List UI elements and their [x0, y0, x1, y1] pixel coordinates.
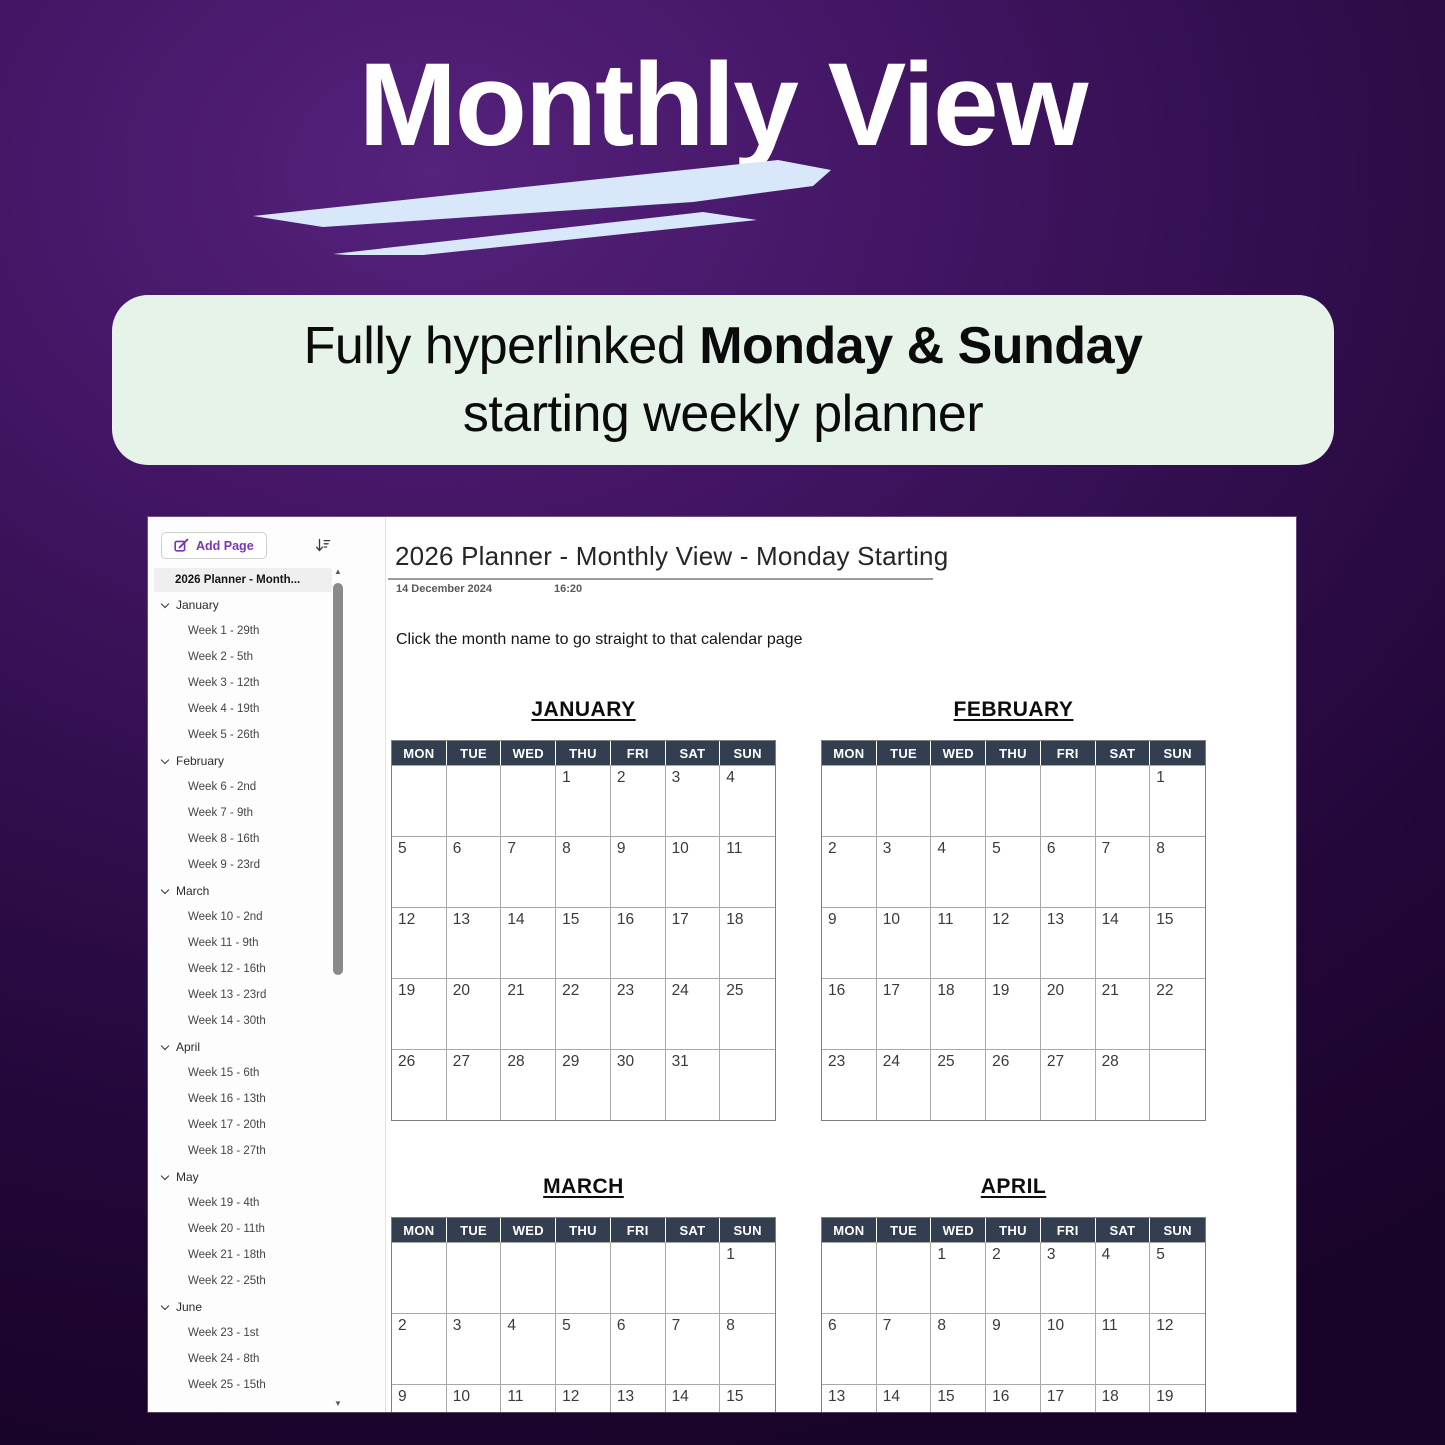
day-cell: 6	[611, 1313, 666, 1384]
page-list	[148, 568, 344, 1398]
day-cell: 7	[501, 836, 556, 907]
day-cell: 18	[931, 978, 986, 1049]
page-list-item[interactable]	[154, 592, 332, 618]
underline-swoosh-decoration	[253, 160, 833, 255]
day-cell: 10	[666, 836, 721, 907]
week-row	[822, 836, 1205, 907]
day-cell: 20	[1041, 978, 1096, 1049]
page-list-item[interactable]	[154, 670, 332, 696]
day-header: THU	[986, 741, 1041, 765]
week-row	[822, 765, 1205, 836]
calendar-table	[821, 1217, 1206, 1412]
page-list-item-label: Week 10 - 2nd	[188, 911, 263, 923]
day-header: WED	[501, 741, 556, 765]
calendar-body	[392, 1242, 775, 1412]
day-cell: 31	[666, 1049, 721, 1120]
day-cell	[822, 1242, 877, 1313]
day-cell: 6	[822, 1313, 877, 1384]
day-header: FRI	[1041, 1218, 1096, 1242]
chevron-down-icon	[161, 755, 169, 763]
day-cell: 26	[392, 1049, 447, 1120]
day-cell: 4	[720, 765, 775, 836]
page-list-item-label: Week 20 - 11th	[188, 1223, 265, 1235]
page-list-item-label: Week 17 - 20th	[188, 1119, 266, 1131]
day-cell: 14	[666, 1384, 721, 1412]
page-list-item[interactable]	[154, 1164, 332, 1190]
day-cell: 2	[822, 836, 877, 907]
page-list-item-label: April	[176, 1040, 201, 1054]
day-header: THU	[556, 741, 611, 765]
page-list-item-label: Week 6 - 2nd	[188, 781, 257, 793]
page-list-item-label: Week 8 - 16th	[188, 833, 260, 845]
day-cell	[501, 765, 556, 836]
day-cell: 12	[986, 907, 1041, 978]
page-list-item-label: Week 15 - 6th	[188, 1067, 260, 1079]
day-header: MON	[392, 1218, 447, 1242]
page-meta	[396, 583, 582, 595]
day-cell: 26	[986, 1049, 1041, 1120]
day-cell	[447, 765, 502, 836]
page-list-item[interactable]	[154, 930, 332, 956]
instruction-text: Click the month name to go straight to that calendar page	[396, 631, 803, 648]
page-list-item[interactable]	[154, 852, 332, 878]
chevron-down-icon	[161, 885, 169, 893]
page-list-item-label: Week 25 - 15th	[188, 1379, 266, 1391]
day-cell: 14	[501, 907, 556, 978]
day-cell: 1	[1150, 765, 1205, 836]
week-row	[392, 978, 775, 1049]
day-cell: 2	[986, 1242, 1041, 1313]
day-cell: 11	[501, 1384, 556, 1412]
day-cell: 1	[720, 1242, 775, 1313]
day-cell	[822, 765, 877, 836]
page-list-item-label: Week 5 - 26th	[188, 729, 260, 741]
day-cell: 8	[720, 1313, 775, 1384]
day-cell: 17	[877, 978, 932, 1049]
page-list-item-label: Week 19 - 4th	[188, 1197, 260, 1209]
page-list-item-label: January	[176, 598, 219, 612]
page-list-item-label: Week 11 - 9th	[188, 937, 259, 949]
day-cell: 12	[556, 1384, 611, 1412]
week-row	[822, 1384, 1205, 1412]
hero-title: Monthly View	[358, 39, 1087, 171]
page-list-item-label: Week 7 - 9th	[188, 807, 253, 819]
page-list-item[interactable]	[154, 904, 332, 930]
sidebar-header	[161, 532, 331, 559]
calendar-body	[392, 765, 775, 1120]
page-list-item[interactable]	[154, 1086, 332, 1112]
day-header: THU	[556, 1218, 611, 1242]
page-list-item[interactable]	[154, 1216, 332, 1242]
page-list-item[interactable]	[154, 1060, 332, 1086]
page-list-item-label: Week 18 - 27th	[188, 1145, 266, 1157]
page-list-item[interactable]	[154, 1190, 332, 1216]
day-cell: 8	[1150, 836, 1205, 907]
page-list-item[interactable]	[154, 568, 332, 592]
tagline-regular-text: Fully hyperlinked	[303, 316, 700, 375]
day-header: MON	[822, 741, 877, 765]
scroll-up-arrow-icon[interactable]: ▲	[334, 567, 342, 576]
tagline-line-2: starting weekly planner	[462, 384, 984, 443]
day-cell: 5	[986, 836, 1041, 907]
day-cell: 13	[611, 1384, 666, 1412]
page-list-item[interactable]	[154, 1112, 332, 1138]
day-cell: 19	[986, 978, 1041, 1049]
day-cell: 14	[1096, 907, 1151, 978]
day-cell: 24	[877, 1049, 932, 1120]
day-cell: 4	[1096, 1242, 1151, 1313]
day-cell: 5	[556, 1313, 611, 1384]
page-list-item[interactable]	[154, 748, 332, 774]
day-cell: 24	[666, 978, 721, 1049]
page-list-item-label: Week 2 - 5th	[188, 651, 253, 663]
day-cell: 3	[1041, 1242, 1096, 1313]
day-header: THU	[986, 1218, 1041, 1242]
day-cell	[1150, 1049, 1205, 1120]
day-header: SUN	[1163, 745, 1192, 761]
page-list-item[interactable]	[154, 956, 332, 982]
page-list-item[interactable]	[154, 1320, 332, 1346]
day-cell: 14	[877, 1384, 932, 1412]
week-row	[392, 765, 775, 836]
day-cell: 19	[392, 978, 447, 1049]
day-cell: 8	[931, 1313, 986, 1384]
day-cell: 4	[501, 1313, 556, 1384]
day-cell: 13	[822, 1384, 877, 1412]
day-header: TUE	[877, 1218, 932, 1242]
week-row	[822, 1049, 1205, 1120]
page-list-item-label: 2026 Planner - Month...	[175, 574, 301, 586]
sidebar-scrollbar[interactable]	[332, 567, 344, 1409]
day-header: TUE	[877, 741, 932, 765]
day-cell: 3	[877, 836, 932, 907]
day-cell: 9	[611, 836, 666, 907]
page-list-item-label: Week 9 - 23rd	[188, 859, 261, 871]
week-row	[392, 836, 775, 907]
day-cell: 6	[1041, 836, 1096, 907]
day-cell: 27	[447, 1049, 502, 1120]
day-cell: 15	[556, 907, 611, 978]
day-cell: 18	[1096, 1384, 1151, 1412]
day-cell: 13	[1041, 907, 1096, 978]
scrollbar-thumb[interactable]	[333, 583, 343, 975]
day-cell: 11	[1096, 1313, 1151, 1384]
page-list-item-label: Week 1 - 29th	[188, 625, 260, 637]
day-header: WED	[931, 741, 986, 765]
day-cell: 5	[1150, 1242, 1205, 1313]
day-header: MON	[392, 741, 447, 765]
day-cell	[556, 1242, 611, 1313]
day-cell	[666, 1242, 721, 1313]
day-cell: 11	[720, 836, 775, 907]
day-header: WED	[931, 1218, 986, 1242]
chevron-down-icon	[161, 1171, 169, 1179]
day-cell: 10	[1041, 1313, 1096, 1384]
month-title-link[interactable]: MARCH	[543, 1175, 624, 1198]
page-list-sidebar	[148, 517, 386, 1412]
page-list-item-label: Week 3 - 12th	[188, 677, 260, 689]
page-list-item[interactable]	[154, 696, 332, 722]
day-cell: 2	[392, 1313, 447, 1384]
page-list-item[interactable]	[154, 1294, 332, 1320]
day-cell: 7	[666, 1313, 721, 1384]
page-time: 16:20	[554, 583, 583, 595]
calendar-body	[822, 765, 1205, 1120]
week-row	[392, 1384, 775, 1412]
title-underline	[388, 578, 933, 580]
day-cell: 1	[931, 1242, 986, 1313]
calendar-table	[821, 740, 1206, 1121]
day-cell: 11	[931, 907, 986, 978]
page-list-item-label: Week 21 - 18th	[188, 1249, 266, 1261]
day-cell: 25	[720, 978, 775, 1049]
day-cell: 9	[822, 907, 877, 978]
day-cell: 23	[822, 1049, 877, 1120]
day-cell	[720, 1049, 775, 1120]
chevron-down-icon	[161, 599, 169, 607]
day-cell: 10	[877, 907, 932, 978]
day-cell: 9	[392, 1384, 447, 1412]
page-list-item[interactable]	[154, 618, 332, 644]
page-date: 14 December 2024	[396, 583, 493, 595]
day-cell: 9	[986, 1313, 1041, 1384]
day-cell: 15	[1150, 907, 1205, 978]
page-list-item[interactable]	[154, 1242, 332, 1268]
day-header: WED	[501, 1218, 556, 1242]
tagline-card	[112, 295, 1334, 465]
chevron-down-icon	[161, 1301, 169, 1309]
week-row	[392, 1049, 775, 1120]
day-cell: 2	[611, 765, 666, 836]
day-cell: 10	[447, 1384, 502, 1412]
months-grid	[391, 698, 1206, 1412]
page-list-item-label: May	[176, 1170, 199, 1184]
day-cell: 15	[931, 1384, 986, 1412]
week-row	[822, 978, 1205, 1049]
day-cell	[986, 765, 1041, 836]
month-calendar	[391, 698, 776, 1121]
page-list-item[interactable]	[154, 800, 332, 826]
month-title-link[interactable]: FEBRUARY	[953, 698, 1074, 721]
page-list-item-label: Week 14 - 30th	[188, 1015, 266, 1027]
add-page-button[interactable]	[161, 532, 267, 559]
day-cell: 5	[392, 836, 447, 907]
day-cell: 20	[447, 978, 502, 1049]
page-list-item-label: June	[176, 1300, 203, 1314]
page-list-item[interactable]	[154, 1138, 332, 1164]
chevron-down-icon	[161, 1041, 169, 1049]
page-list-item[interactable]	[154, 1008, 332, 1034]
calendar-body	[822, 1242, 1205, 1412]
day-cell: 16	[986, 1384, 1041, 1412]
week-row	[822, 1242, 1205, 1313]
day-header: SUN	[1163, 1222, 1192, 1238]
day-cell: 23	[611, 978, 666, 1049]
day-header: SAT	[666, 1218, 721, 1242]
day-header: FRI	[611, 741, 666, 765]
day-header-row	[392, 741, 775, 765]
day-header: SAT	[1096, 741, 1151, 765]
day-header-row	[822, 741, 1205, 765]
page-list-item-label: March	[176, 884, 210, 898]
day-header: FRI	[1041, 741, 1096, 765]
day-cell: 6	[447, 836, 502, 907]
day-cell	[877, 1242, 932, 1313]
day-cell: 1	[556, 765, 611, 836]
page-list-item-label: Week 16 - 13th	[188, 1093, 266, 1105]
day-cell: 28	[501, 1049, 556, 1120]
day-cell: 17	[1041, 1384, 1096, 1412]
day-cell: 16	[822, 978, 877, 1049]
month-title-link[interactable]: JANUARY	[531, 698, 636, 721]
day-cell: 8	[556, 836, 611, 907]
page-list-item-label: Week 22 - 25th	[188, 1275, 266, 1287]
day-header: SUN	[733, 745, 762, 761]
day-header-row	[392, 1218, 775, 1242]
day-cell	[1096, 765, 1151, 836]
page-list-item[interactable]	[154, 1034, 332, 1060]
page-list-item-label: February	[176, 754, 225, 768]
week-row	[392, 1313, 775, 1384]
day-cell: 7	[877, 1313, 932, 1384]
page-list-item[interactable]	[154, 878, 332, 904]
day-header: FRI	[611, 1218, 666, 1242]
day-cell	[447, 1242, 502, 1313]
month-title-link[interactable]: APRIL	[980, 1175, 1047, 1198]
week-row	[392, 1242, 775, 1313]
day-cell: 17	[666, 907, 721, 978]
day-header-row	[822, 1218, 1205, 1242]
day-cell	[392, 765, 447, 836]
day-cell: 12	[1150, 1313, 1205, 1384]
page-list-item[interactable]	[154, 826, 332, 852]
page-list-item[interactable]	[154, 644, 332, 670]
day-cell	[1041, 765, 1096, 836]
month-calendar	[391, 1175, 776, 1412]
page-list-item[interactable]	[154, 722, 332, 748]
page-list-item-label: Week 12 - 16th	[188, 963, 266, 975]
day-cell: 3	[447, 1313, 502, 1384]
day-cell: 18	[720, 907, 775, 978]
compose-icon	[174, 538, 189, 553]
day-header: SAT	[666, 741, 721, 765]
day-cell: 28	[1096, 1049, 1151, 1120]
day-cell: 15	[720, 1384, 775, 1412]
day-header: MON	[822, 1218, 877, 1242]
tagline-line-1	[303, 316, 1143, 375]
day-cell: 30	[611, 1049, 666, 1120]
page-list-item[interactable]	[154, 774, 332, 800]
week-row	[822, 1313, 1205, 1384]
month-calendar	[821, 698, 1206, 1121]
calendar-table	[391, 740, 776, 1121]
page-list-item-label: Week 23 - 1st	[188, 1327, 259, 1339]
day-cell	[931, 765, 986, 836]
day-header: TUE	[447, 741, 502, 765]
day-cell: 29	[556, 1049, 611, 1120]
day-cell: 21	[1096, 978, 1151, 1049]
tagline-bold-text: Monday & Sunday	[699, 316, 1143, 375]
day-cell: 13	[447, 907, 502, 978]
day-header: TUE	[447, 1218, 502, 1242]
day-cell: 12	[392, 907, 447, 978]
calendar-table	[391, 1217, 776, 1412]
day-cell	[611, 1242, 666, 1313]
page-list-item-label: Week 24 - 8th	[188, 1353, 260, 1365]
day-cell	[877, 765, 932, 836]
week-row	[392, 907, 775, 978]
day-cell	[501, 1242, 556, 1313]
month-calendar	[821, 1175, 1206, 1412]
onenote-window	[148, 517, 1296, 1412]
add-page-label: Add Page	[196, 538, 254, 553]
week-row	[822, 907, 1205, 978]
day-cell	[392, 1242, 447, 1313]
sort-descending-icon[interactable]	[314, 537, 331, 554]
page-list-item[interactable]	[154, 982, 332, 1008]
scroll-down-arrow-icon[interactable]: ▼	[334, 1399, 342, 1408]
page-list-item-label: Week 4 - 19th	[188, 703, 260, 715]
day-cell: 27	[1041, 1049, 1096, 1120]
day-cell: 22	[1150, 978, 1205, 1049]
page-content	[386, 517, 1296, 1412]
page-list-item[interactable]	[154, 1372, 332, 1398]
day-cell: 19	[1150, 1384, 1205, 1412]
day-cell: 7	[1096, 836, 1151, 907]
page-list-item[interactable]	[154, 1346, 332, 1372]
page-title: 2026 Planner - Monthly View - Monday Starting	[395, 541, 949, 571]
page-list-item[interactable]	[154, 1268, 332, 1294]
day-cell: 4	[931, 836, 986, 907]
day-cell: 16	[611, 907, 666, 978]
day-cell: 3	[666, 765, 721, 836]
day-header: SAT	[1096, 1218, 1151, 1242]
page-list-item-label: Week 13 - 23rd	[188, 989, 267, 1001]
day-cell: 22	[556, 978, 611, 1049]
day-cell: 25	[931, 1049, 986, 1120]
day-header: SUN	[733, 1222, 762, 1238]
day-cell: 21	[501, 978, 556, 1049]
